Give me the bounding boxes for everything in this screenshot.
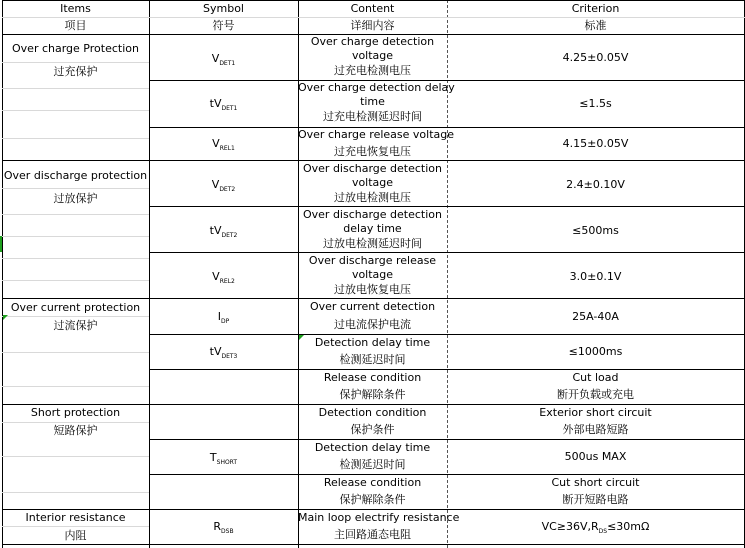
symbol-vrel1: $V_{REL1}$	[212, 137, 235, 152]
content-rdsb-line1: Main loop electrify resistance	[298, 511, 460, 524]
criterion-tshort: 500us MAX	[564, 450, 627, 463]
row-border	[2, 298, 745, 299]
row-gridline	[2, 17, 745, 18]
content-tshort-line1: Detection delay time	[314, 441, 431, 454]
symbol-tshort: $T_{SHORT}$	[209, 451, 238, 466]
content-vdet2-line1: Over discharge detection	[302, 162, 442, 175]
criterion-tvdet1: ≤1.5s	[579, 97, 612, 110]
symbol-idp: $I_{DP}$	[217, 310, 230, 325]
content-tshort-zh: 检测延迟时间	[339, 458, 406, 471]
header-criterion-zh: 标准	[584, 19, 607, 32]
row-gridline	[2, 236, 149, 237]
content-tvdet3-line1: Detection delay time	[314, 336, 431, 349]
content-vrel1-line1: Over charge release voltage	[298, 128, 454, 141]
criterion-idp: 25A-40A	[572, 310, 619, 323]
group-overcurrent: Over current protection	[10, 301, 141, 314]
criterion-vrel1: 4.15±0.05V	[562, 137, 629, 150]
content-vdet2-zh: 过放电检测电压	[334, 191, 411, 204]
row-border	[149, 252, 745, 253]
symbol-rdsb: $R_{DSB}$	[213, 520, 234, 535]
header-symbol-zh: 符号	[212, 19, 235, 32]
content-vrel2-line2: voltage	[351, 268, 394, 281]
group-short-zh: 短路保护	[53, 424, 98, 437]
row-border	[149, 334, 745, 335]
criterion-det-sc-zh: 外部电路短路	[562, 423, 629, 436]
content-rdsb-zh: 主回路通态电阻	[334, 528, 411, 541]
content-tvdet1-line2: time	[360, 95, 385, 108]
row-border	[2, 0, 745, 1]
content-vdet2-line2: voltage	[351, 176, 394, 189]
content-tvdet2-zh: 过放电检测延迟时间	[323, 237, 422, 250]
criterion-rdsb: $VC\ge 36V,R_{DS}\le 30m\Omega$	[541, 520, 650, 535]
group-resistance: Interior resistance	[25, 511, 126, 524]
symbol-tvdet2: $tV_{DET2}$	[209, 224, 238, 239]
content-rel-oc-zh: 保护解除条件	[339, 388, 406, 401]
row-border	[2, 544, 745, 545]
row-gridline	[2, 492, 149, 493]
row-gridline	[2, 214, 149, 215]
row-gridline	[2, 352, 149, 353]
content-tvdet1-zh: 过充电检测延迟时间	[323, 110, 422, 123]
header-criterion: Criterion	[571, 2, 620, 15]
row-gridline	[2, 138, 149, 139]
criterion-tvdet3: ≤1000ms	[568, 345, 623, 358]
cell-marker	[0, 236, 2, 252]
row-gridline	[2, 188, 149, 189]
column-border	[2, 0, 3, 548]
row-gridline	[2, 258, 149, 259]
row-border	[2, 509, 745, 510]
content-idp-zh: 过电流保护电流	[334, 318, 411, 331]
header-items: Items	[60, 2, 91, 15]
row-gridline	[2, 62, 149, 63]
row-border	[149, 369, 745, 370]
criterion-rel-oc-line1: Cut load	[572, 371, 619, 384]
group-overcharge: Over charge Protection	[12, 42, 139, 55]
content-tvdet1-line1: Over charge detection delay	[298, 81, 455, 94]
group-overcharge-zh: 过充保护	[53, 65, 98, 78]
criterion-vdet2: 2.4±0.10V	[566, 178, 625, 191]
row-gridline	[2, 110, 149, 111]
content-rel-oc-line1: Release condition	[323, 371, 422, 384]
content-vrel1-zh: 过充电恢复电压	[334, 145, 411, 158]
group-overdischarge: Over discharge protection	[3, 169, 148, 182]
criterion-rel-sc-line1: Cut short circuit	[551, 476, 640, 489]
criterion-rel-sc-zh: 断开短路电路	[562, 493, 629, 506]
content-rel-sc-zh: 保护解除条件	[339, 493, 406, 506]
header-items-zh: 项目	[64, 19, 87, 32]
content-tvdet2-line1: Over discharge detection	[302, 208, 442, 221]
row-border	[149, 439, 745, 440]
symbol-vdet1: $V_{DET1}$	[211, 52, 236, 67]
symbol-vrel2: $V_{REL2}$	[212, 270, 235, 285]
group-overcurrent-zh: 过流保护	[53, 319, 98, 332]
row-border	[2, 160, 745, 161]
row-gridline	[2, 280, 149, 281]
content-rel-sc-line1: Release condition	[323, 476, 422, 489]
group-overdischarge-zh: 过放保护	[53, 192, 98, 205]
row-gridline	[2, 316, 149, 317]
row-gridline	[2, 422, 149, 423]
symbol-vdet2: $V_{DET2}$	[211, 178, 236, 193]
row-gridline	[2, 88, 149, 89]
row-border	[149, 474, 745, 475]
group-short: Short protection	[30, 406, 121, 419]
content-vrel2-line1: Over discharge release	[308, 254, 437, 267]
group-resistance-zh: 内阻	[64, 529, 87, 542]
criterion-vrel2: 3.0±0.1V	[569, 270, 622, 283]
content-vdet1-line1: Over charge detection	[310, 35, 435, 48]
symbol-tvdet3: $tV_{DET3}$	[209, 345, 238, 360]
content-tvdet3-zh: 检测延迟时间	[339, 353, 406, 366]
content-det-sc-zh: 保护条件	[350, 423, 395, 436]
header-content: Content	[350, 2, 395, 15]
row-gridline	[2, 456, 149, 457]
content-tvdet2-line2: delay time	[343, 222, 402, 235]
content-vdet1-zh: 过充电检测电压	[334, 64, 411, 77]
row-border	[149, 206, 745, 207]
content-det-sc-line1: Detection condition	[318, 406, 427, 419]
row-gridline	[2, 386, 149, 387]
criterion-rel-oc-zh: 断开负载或充电	[557, 388, 634, 401]
content-idp-line1: Over current detection	[309, 300, 436, 313]
criterion-vdet1: 4.25±0.05V	[562, 51, 629, 64]
header-content-zh: 详细内容	[350, 19, 395, 32]
criterion-tvdet2: ≤500ms	[572, 224, 619, 237]
row-gridline	[2, 526, 149, 527]
content-vrel2-zh: 过放电恢复电压	[334, 283, 411, 296]
symbol-tvdet1: $tV_{DET1}$	[209, 97, 238, 112]
criterion-det-sc-line1: Exterior short circuit	[539, 406, 652, 419]
row-border	[2, 404, 745, 405]
content-vdet1-line2: voltage	[351, 49, 394, 62]
header-symbol: Symbol	[203, 2, 244, 15]
